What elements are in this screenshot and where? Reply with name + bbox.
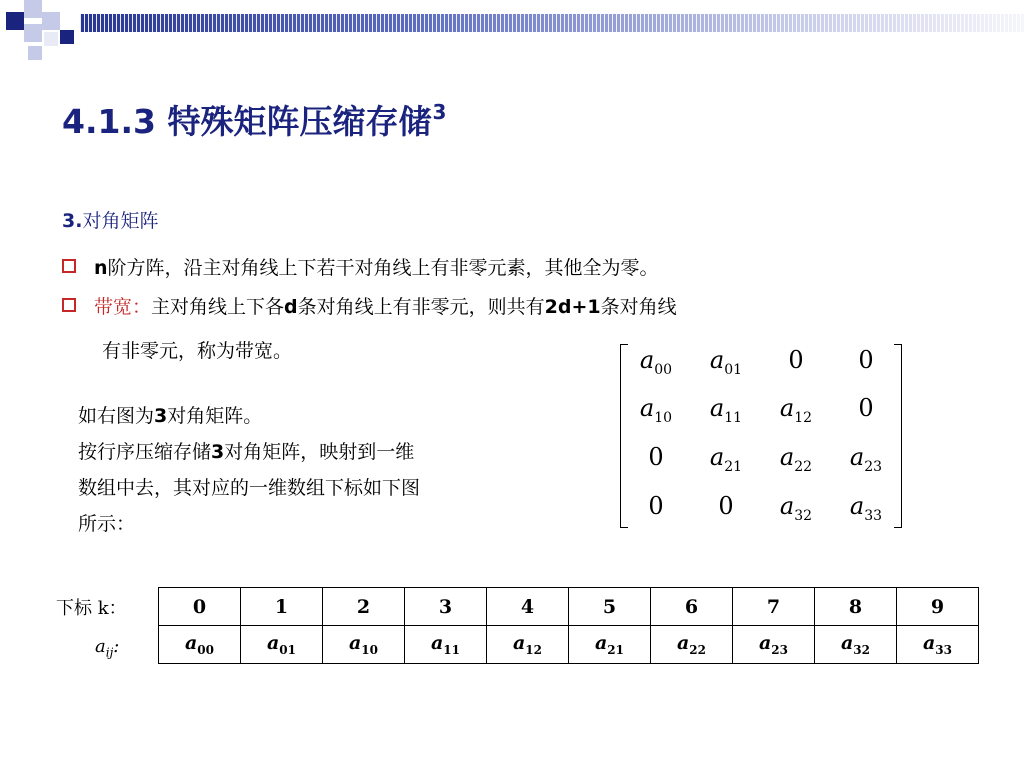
bullet-bandwidth-value: 2d+1 [544, 296, 601, 318]
matrix-entry [831, 443, 901, 475]
value-base: a [840, 632, 854, 655]
decorative-gradient-bar [80, 14, 1024, 32]
deco-square [42, 12, 60, 30]
matrix-entry: 0 [788, 346, 804, 374]
bullet-text: 条对角线上有非零元，则共有 [297, 296, 545, 318]
description-paragraph [78, 398, 608, 542]
matrix-entry-base: a [849, 443, 865, 471]
value-subscript: 10 [361, 642, 378, 657]
bullet-text: 主对角线上下各 [151, 296, 285, 318]
section-subheading [62, 206, 158, 233]
index-mapping-table [158, 587, 979, 664]
title-superscript: 3 [432, 100, 447, 124]
deco-square [24, 0, 42, 18]
text: 对角矩阵。 [167, 405, 263, 427]
value-cell [569, 626, 651, 664]
deco-square [28, 46, 42, 60]
bullet-text: 条对角线 [600, 296, 677, 318]
matrix-entry [691, 346, 761, 378]
index-cell: 2 [323, 588, 405, 626]
index-cell: 5 [569, 588, 651, 626]
index-cell: 9 [897, 588, 979, 626]
number: 3 [154, 405, 168, 427]
index-cell: 4 [487, 588, 569, 626]
bullet-text: 阶方阵，沿主对角线上下若干对角线上有非零元素，其他全为零。 [107, 257, 659, 279]
value-subscript: 23 [771, 642, 788, 657]
matrix-entry-base: a [779, 394, 795, 422]
title-text: 4.1.3 特殊矩阵压缩存储 [62, 102, 432, 141]
matrix-entry [621, 346, 691, 378]
bullet-item-order [62, 253, 659, 280]
square-bullet-icon [62, 298, 76, 312]
index-cell: 6 [651, 588, 733, 626]
matrix-entry-subscript: 33 [864, 507, 883, 524]
matrix-entry-subscript: 00 [654, 361, 673, 378]
text: 按行序压缩存储 [78, 441, 212, 463]
index-cell: 0 [159, 588, 241, 626]
matrix-entry [621, 394, 691, 426]
paragraph-line [78, 398, 608, 434]
paragraph-line [78, 434, 608, 470]
matrix-entry: 0 [858, 346, 874, 374]
value-base: a [676, 632, 690, 655]
table-row-indices [159, 588, 979, 626]
subheading-text: 对角矩阵 [82, 210, 159, 232]
table-row-values [159, 626, 979, 664]
deco-square [60, 30, 74, 44]
matrix-entry-base: a [709, 394, 725, 422]
index-cell: 3 [405, 588, 487, 626]
value-base: a [266, 632, 280, 655]
bullet-text-continued: 有非零元，称为带宽。 [102, 340, 293, 362]
value-cell [405, 626, 487, 664]
value-cell [651, 626, 733, 664]
label-base: a [95, 636, 106, 657]
matrix-entry-base: a [639, 346, 655, 374]
label-subscript: ij [105, 645, 114, 660]
matrix-entry-base: a [709, 443, 725, 471]
matrix-entry-base: a [849, 492, 865, 520]
value-cell [897, 626, 979, 664]
label-suffix: : [113, 636, 120, 657]
value-cell [487, 626, 569, 664]
value-base: a [758, 632, 772, 655]
matrix-entry-base: a [779, 443, 795, 471]
square-bullet-icon [62, 259, 76, 273]
value-row-label [95, 636, 119, 660]
matrix-entry [691, 394, 761, 426]
matrix-entry: 0 [648, 443, 664, 471]
matrix-entry [761, 443, 831, 475]
value-subscript: 12 [525, 642, 542, 657]
deco-square [24, 24, 42, 42]
value-cell [159, 626, 241, 664]
text: 如右图为 [78, 405, 155, 427]
matrix-entry-subscript: 22 [794, 458, 813, 475]
matrix-entry-subscript: 10 [654, 409, 673, 426]
value-cell [815, 626, 897, 664]
value-cell [241, 626, 323, 664]
value-cell [323, 626, 405, 664]
index-cell: 7 [733, 588, 815, 626]
matrix-entry-base: a [639, 394, 655, 422]
matrix-entry: 0 [858, 394, 874, 422]
value-subscript: 22 [689, 642, 706, 657]
matrix-entry-subscript: 11 [724, 409, 743, 426]
matrix-entry-subscript: 01 [724, 361, 743, 378]
text: 对角矩阵，映射到一维 [224, 441, 415, 463]
deco-square [44, 32, 58, 46]
matrix-entry [831, 492, 901, 524]
deco-square [6, 12, 24, 30]
bullet-n: n [94, 257, 108, 279]
value-subscript: 00 [197, 642, 214, 657]
value-base: a [512, 632, 526, 655]
value-cell [733, 626, 815, 664]
paragraph-line: 数组中去，其对应的一维数组下标如下图 [78, 477, 421, 499]
value-subscript: 11 [443, 642, 460, 657]
value-base: a [184, 632, 198, 655]
value-subscript: 33 [935, 642, 952, 657]
matrix-entry-base: a [709, 346, 725, 374]
index-row-label: 下标 k： [56, 598, 127, 619]
matrix-entry [691, 443, 761, 475]
matrix-entry-subscript: 21 [724, 458, 743, 475]
value-subscript: 01 [279, 642, 296, 657]
bullet-d: d [284, 296, 298, 318]
subheading-number: 3. [62, 210, 83, 232]
matrix-entry [761, 492, 831, 524]
index-cell: 8 [815, 588, 897, 626]
tridiagonal-matrix [620, 340, 902, 530]
matrix-entry-subscript: 32 [794, 507, 813, 524]
value-base: a [430, 632, 444, 655]
matrix-entry-base: a [779, 492, 795, 520]
matrix-entry-subscript: 12 [794, 409, 813, 426]
page-title [62, 96, 446, 143]
decorative-squares [0, 0, 80, 64]
value-base: a [594, 632, 608, 655]
paragraph-line: 所示： [78, 513, 136, 535]
bandwidth-label: 带宽： [94, 296, 152, 318]
value-base: a [922, 632, 936, 655]
matrix-entry [761, 394, 831, 426]
value-subscript: 21 [607, 642, 624, 657]
matrix-entry: 0 [648, 492, 664, 520]
matrix-entry: 0 [718, 492, 734, 520]
index-cell: 1 [241, 588, 323, 626]
value-subscript: 32 [853, 642, 870, 657]
number: 3 [211, 441, 225, 463]
matrix-entry-subscript: 23 [864, 458, 883, 475]
value-base: a [348, 632, 362, 655]
